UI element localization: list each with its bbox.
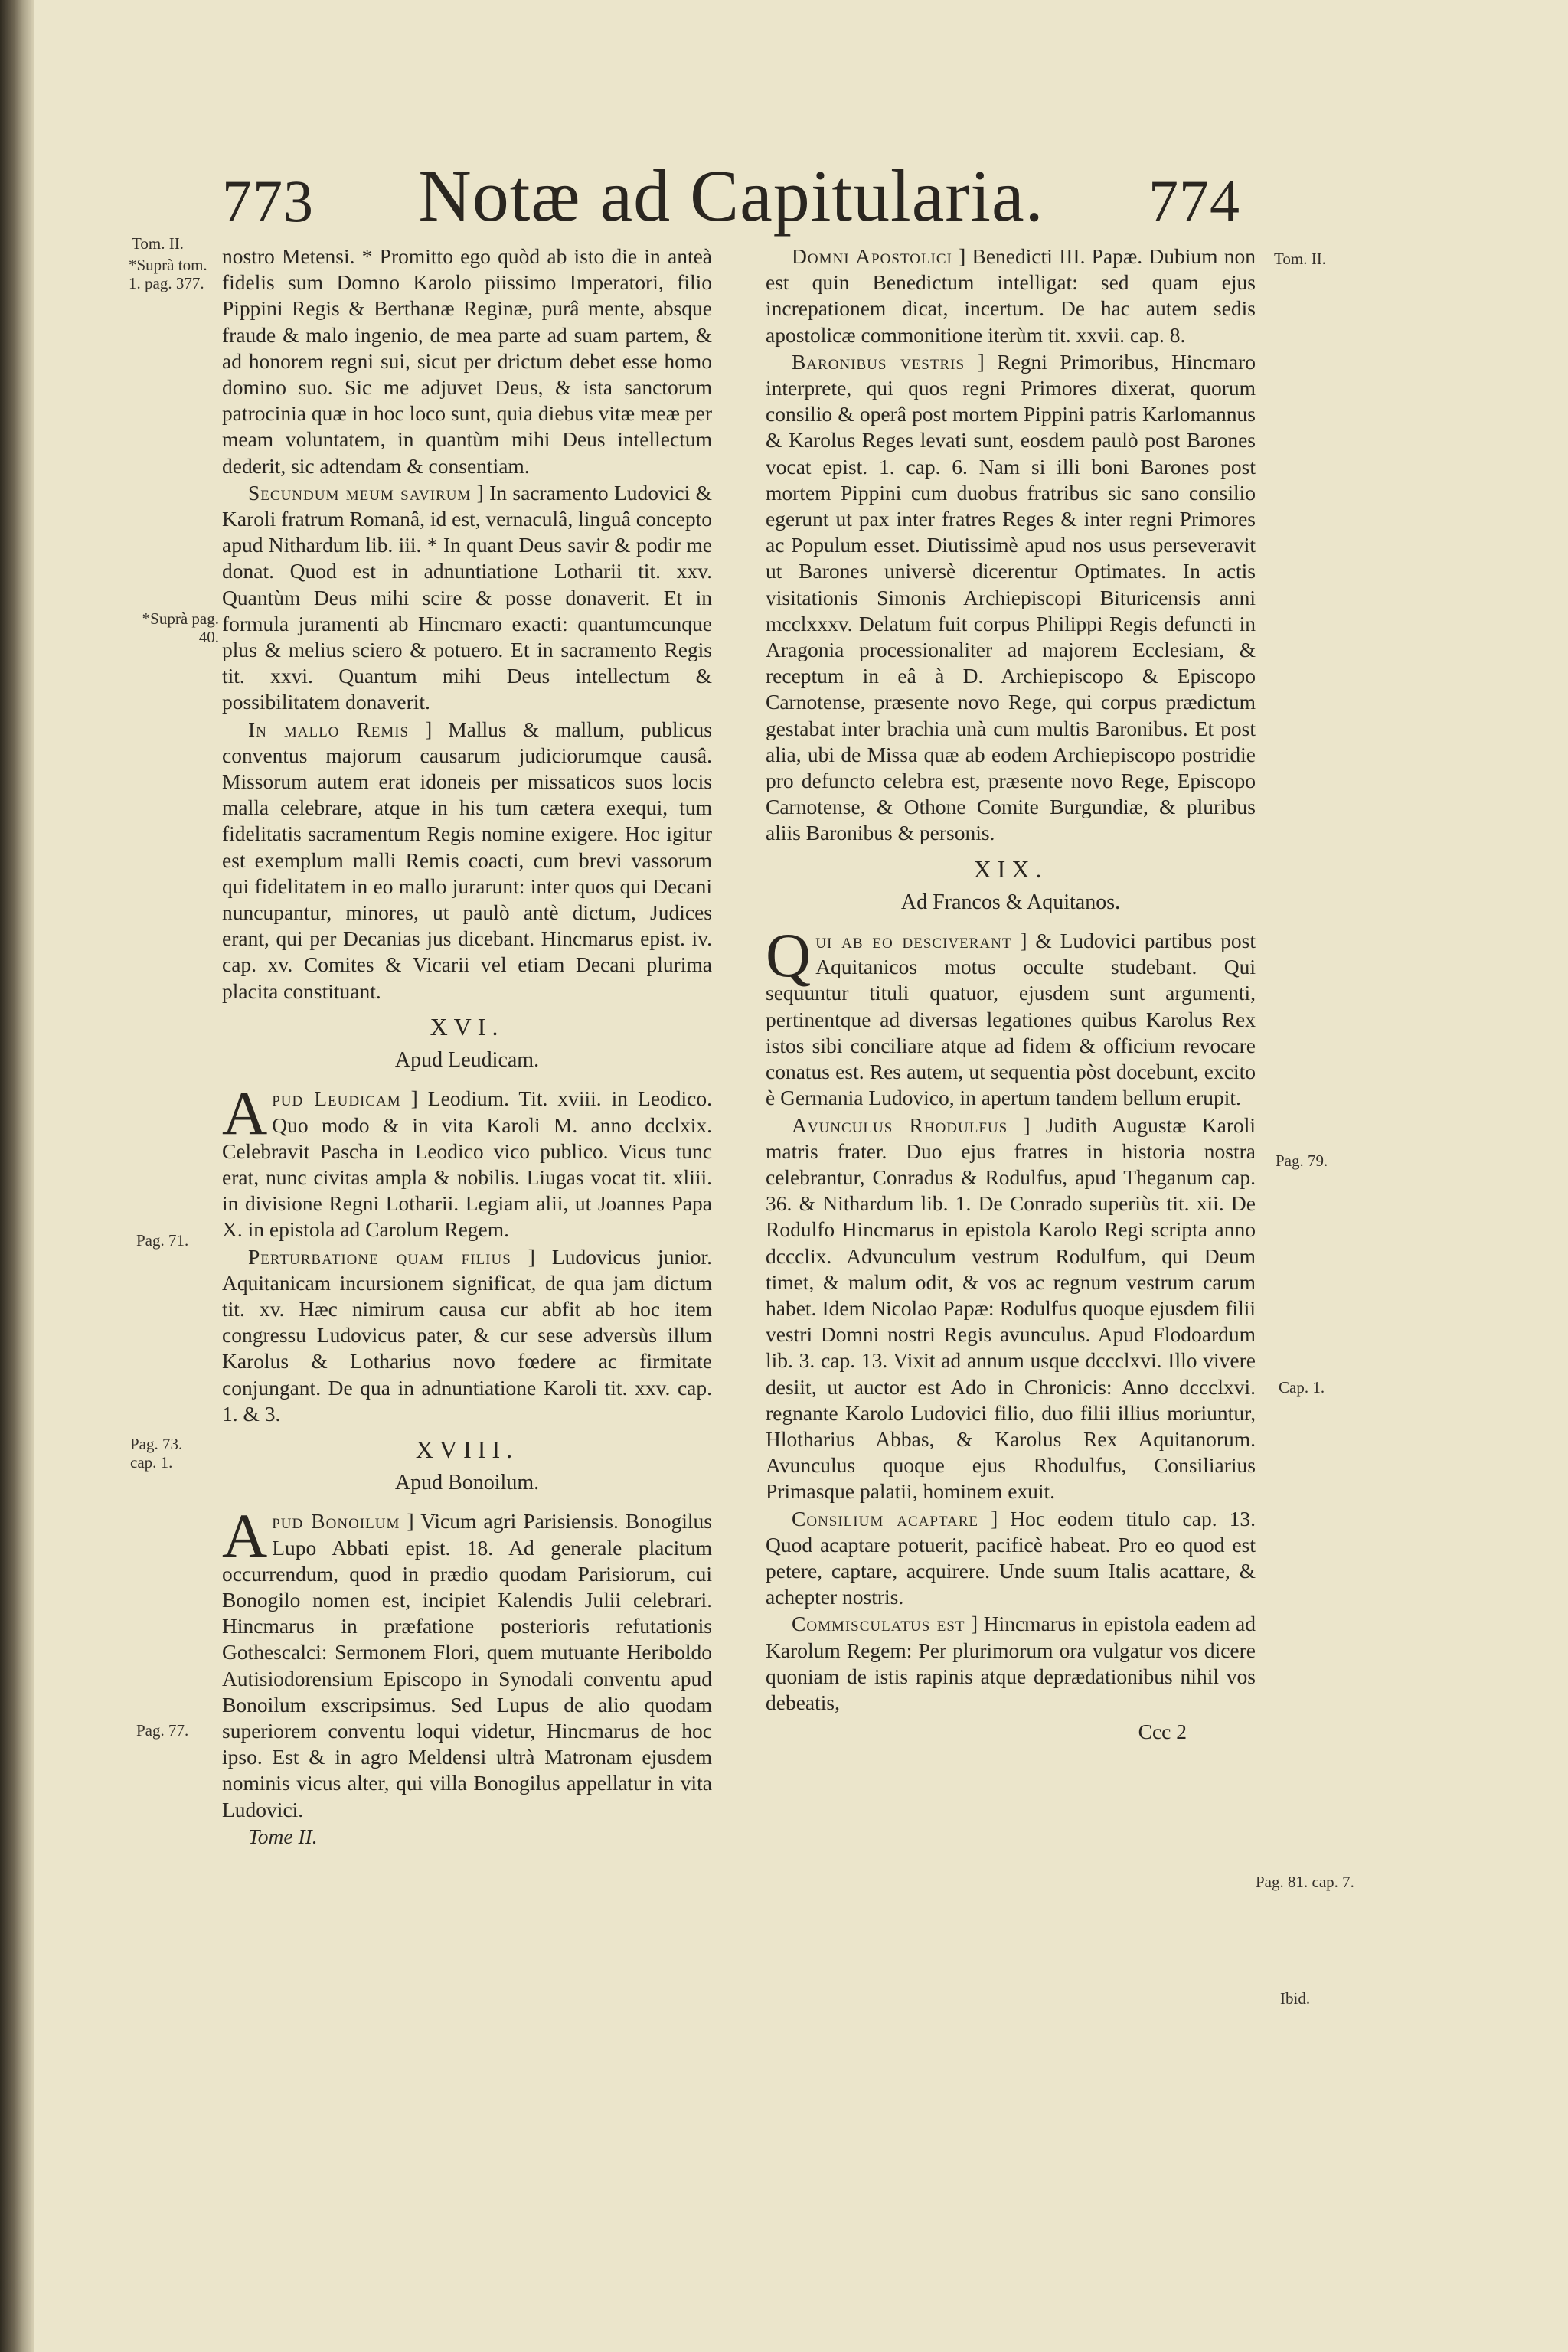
section-number: XVIII.: [415, 1435, 519, 1463]
paragraph-text: ] Vicum agri Parisiensis. Bonogilus Lupo Abbati epist. 18. Ad generale placitum occurrendum, quod in prædio quodam Parisiorum, cui Bonogilo nomen est, incipiet Kalendis Julii celebrari. Hincmarus in præfatione posterioris refutationis Gothescalci: Sermonem Flori, quem mutuante Heriboldo Autisiodorensium Episcopo in Synodali conventu apud Bonoilum exscripsimus. Sed Lupus de alio quodam superiorem conventu loqui videtur, Hincmarus de hoc ipso. Est & in agro Meldensi ultrà Matronam ejusdem nominis vicus alter, qui villa Bonogilus appellatur in vita Ludovici.: [222, 1509, 713, 1821]
footer-volume-mark: Tome II.: [248, 1824, 318, 1848]
paragraph-text: ] Mallus & mallum, publicus conventus majorum causarum judiciorumque causâ. Missorum autem erat idoneis per missaticos suos locis malla celebrare, atque in his tum cætera exequi, tum fidelitatis sacramentum Regis nomine exigere. Hoc igitur est exemplum malli Remis coacti, cum brevi vassorum qui fidelitatem in eo mallo jurarunt: inter quos qui Decani nuncupantur, minores, ut paulò antè dictum, Judices erant, qui per Decanias jus dicebant. Hincmarus epist. iv. cap. xv. Comites & Vicarii vel etiam Decani plurima placita constituant.: [222, 717, 712, 1003]
section-number: XVI.: [430, 1012, 505, 1040]
section-title: Apud Bonoilum.: [394, 1471, 540, 1495]
lemma: Baronibus vestris: [792, 349, 965, 374]
paragraph: [766, 349, 1256, 847]
margin-note: Tom. II.: [132, 234, 184, 253]
paragraph: [766, 1611, 1256, 1716]
section-title: Ad Francos & Aquitanos.: [900, 890, 1121, 914]
margin-note: Pag. 79.: [1276, 1152, 1328, 1170]
lemma: Consilium acaptare: [792, 1506, 979, 1530]
drop-cap: A: [222, 1078, 268, 1148]
book-gutter-edge: [0, 0, 34, 2352]
paragraph-text: ] Hoc eodem titulo cap. 13. Quod acaptare potuerit, pacificè habeat. Pro eo quod est petere, captare, acquirere. Unde suum Italis acattare, & achepter nostris.: [766, 1506, 1256, 1609]
paragraph-text: ] Hincmarus in epistola eadem ad Karolum Regem: Per plurimorum ora vulgatur vos dicere quoniam de istis rapinis atque deprædationibus nihil vos debeatis,: [766, 1612, 1256, 1714]
paragraph-text: ] Ludovicus junior. Aquitanicam incursionem significat, de qua jam dictum tit. xv. Hæc nimirum causa cur abfit ab hoc item congressu Ludovicus pater, & cur sese adversùs illum Karolus & Lotharius novo fœdere ac firmitate conjungant. De qua in adnuntiatione Karoli tit. xxv. cap. 1. & 3.: [222, 1244, 713, 1426]
lemma: pud Leudicam: [272, 1086, 401, 1111]
left-text-column: [222, 243, 712, 1850]
running-title: Notæ ad Capitularia.: [418, 155, 1044, 237]
paragraph-text: ] Benedicti III. Papæ. Dubium non est quin Benedictum intelligat: sed quam ejus increpationem dicat, incertum. De hac autem sedis apostolicæ commonitione iterùm tit. xxvii. cap. 8.: [766, 244, 1256, 347]
lemma: Secundum meum savirum: [248, 480, 472, 505]
section-title: Apud Leudicam.: [394, 1048, 540, 1073]
paragraph: [222, 1244, 712, 1427]
margin-note: Pag. 71.: [136, 1231, 189, 1250]
paragraph: [766, 243, 1256, 348]
paragraph-text: ] & Ludovici partibus post Aquitanicos motus occulte studebant. Qui sequuntur tituli quatuor, ejusdem sunt argumenti, pertinentque ad diversas legationes quibus Karolus Rex istos sibi conciliare atque ad fidem & officium revocare conatus est. Res autem, ut sequentia pòst docebunt, excito è Germania Ludovico, in apertum tandem bellum erupit.: [766, 929, 1256, 1110]
paragraph: [766, 1112, 1256, 1505]
paragraph: [222, 480, 712, 716]
lemma: ui ab eo desciverant: [815, 929, 1012, 953]
drop-cap: Q: [766, 920, 812, 991]
margin-note: Pag. 73. cap. 1.: [130, 1435, 183, 1472]
paragraph-text: ] In sacramento Ludovici & Karoli fratrum Romanâ, id est, vernaculâ, linguâ concepto apud Nithardum lib. iii. * In quant Deus savir & podir me donat. Quod est in adnuntiatione Lotharii tit. xxv. Quantùm Deus mihi scire & posse donaverit. Et in formula juramenti ab Hincmaro exacti: quantumcunque plus & melius sciero & potuero. Et in sacramento Regis tit. xxvi. Quantum mihi Deus intellectum & possibilitatem donaverit.: [222, 480, 712, 714]
right-page-number: 774: [1148, 168, 1240, 234]
lemma: Commisculatus est: [792, 1612, 965, 1636]
signature-mark: Ccc 2: [1138, 1720, 1187, 1744]
section-number: XIX.: [973, 854, 1048, 883]
drop-cap: A: [222, 1501, 268, 1571]
left-page-number: 773: [222, 168, 314, 234]
lemma: pud Bonoilum: [272, 1509, 400, 1534]
margin-note: *Suprà tom. 1. pag. 377.: [129, 256, 207, 292]
margin-note: Cap. 1.: [1279, 1378, 1325, 1396]
paragraph: [766, 1506, 1256, 1611]
page-header: [222, 153, 1240, 245]
lemma: In mallo Remis: [248, 717, 410, 741]
paragraph-text: ] Leodium. Tit. xviii. in Leodico. Quo modo & in vita Karoli M. anno dcclxix. Celebravit Pascha in Leodico vico publico. Vicus tunc erat, nunc civitas ampla & nobilis. Liugas vocat tit. xliii. in divisione Regni Lotharii. Legiam alii, ut Joannes Papa X. in epistola ad Carolum Regem.: [222, 1086, 712, 1242]
lemma: Domni Apostolici: [792, 244, 952, 268]
margin-note: Pag. 77.: [136, 1721, 189, 1740]
paragraph: [222, 1501, 713, 1822]
margin-note: *Suprà pag. 40.: [142, 609, 219, 646]
paragraph: [222, 1078, 712, 1243]
margin-note: Ibid.: [1280, 1989, 1311, 2007]
right-text-column: [766, 243, 1256, 1745]
paragraph: [766, 920, 1256, 1111]
paragraph-text: ] Regni Primoribus, Hincmaro interprete, qui quos regni Primores dixerat, quorum consilio & operâ post mortem Pippini patris Karlomannus & Karolus Reges levati sunt, eosdem paulò post Barones vocat epist. 1. cap. 6. Nam si illi boni Barones post mortem Pippini cum duobus fratribus sic sano consilio egerunt ut pax inter fratres Reges & inter regni Primores ac Populum esset. Diutissimè apud nos usus perseveravit ut Barones universè dicerentur Optimates. In actis visitationis Simonis Archiepiscopi Bituricensis anni mcclxxxv. Delatum fuit corpus Philippi Regis defuncti in Aragonia processionaliter ad majorem Ecclesiam, & receptum in eâ à D. Archiepiscopo & Episcopo Carnotense, præsente novo Rege, qui corpus prædictum gestabat inter brachia unà cum multis Baronibus. Et post alia, ubi de Missa quæ ab eodem Archiepiscopo postridie pro defuncto celebra est, præsente novo Rege, Episcopo Carnotense, & Othone Comite Burgundiæ, & pluribus aliis Baronibus & personis.: [766, 349, 1256, 845]
margin-note: Pag. 81. cap. 7.: [1256, 1873, 1354, 1891]
paragraph-text: ] Judith Augustæ Karoli matris frater. Duo ejus fratres in historia nostra celebrantur, Conradus & Rodulfus, apud Theganum cap. 36. & Nithardum lib. 1. De Conrado superiùs tit. xii. De Rodulfo Hincmarus in epistola Karolo Regi scripta anno dccclix. Advunculum vestrum Rodulfum, qui Deum timet, & malum odit, & vos ac regnum vestrum carum habet. Idem Nicolao Papæ: Rodulfus quoque ejusdem filii vestri Domni nostri Regis avunculus. Apud Flodoardum lib. 3. cap. 13. Vixit ad annum usque dccclxvi. Illo vivere desiit, ut auctor est Ado in Chronicis: Anno dccclxvi. regnante Karolo Ludovici filio, duo filii illius moriuntur, Hlotharius Abbas, & Karolus Rex Aquitanorum. Avunculus quoque ejus Rhodulfus, Consiliarius Primasque palatii, hominem exuit.: [766, 1112, 1256, 1504]
paragraph: [222, 717, 712, 1004]
margin-note: Tom. II.: [1274, 250, 1326, 268]
lemma: Perturbatione quam filius: [248, 1244, 511, 1269]
lemma: Avunculus Rhodulfus: [792, 1112, 1008, 1137]
paragraph: nostro Metensi. * Promitto ego quòd ab isto die in anteà fidelis sum Domno Karolo piissimo Imperatori, filio Pippini Regis & Berthanæ Reginæ, purâ mente, absque fraude & malo ingenio, de mea parte ad suam partem, & ad honorem regni sui, sicut per drictum debet esse homo domino suo. Sic me adjuvet Deus, & ista sanctorum patrocinia quæ in hoc loco sunt, quia diebus vitæ meæ per meam voluntatem, in quantùm mihi Deus intellectum dederit, sic adtendam & consentiam.: [222, 244, 712, 478]
